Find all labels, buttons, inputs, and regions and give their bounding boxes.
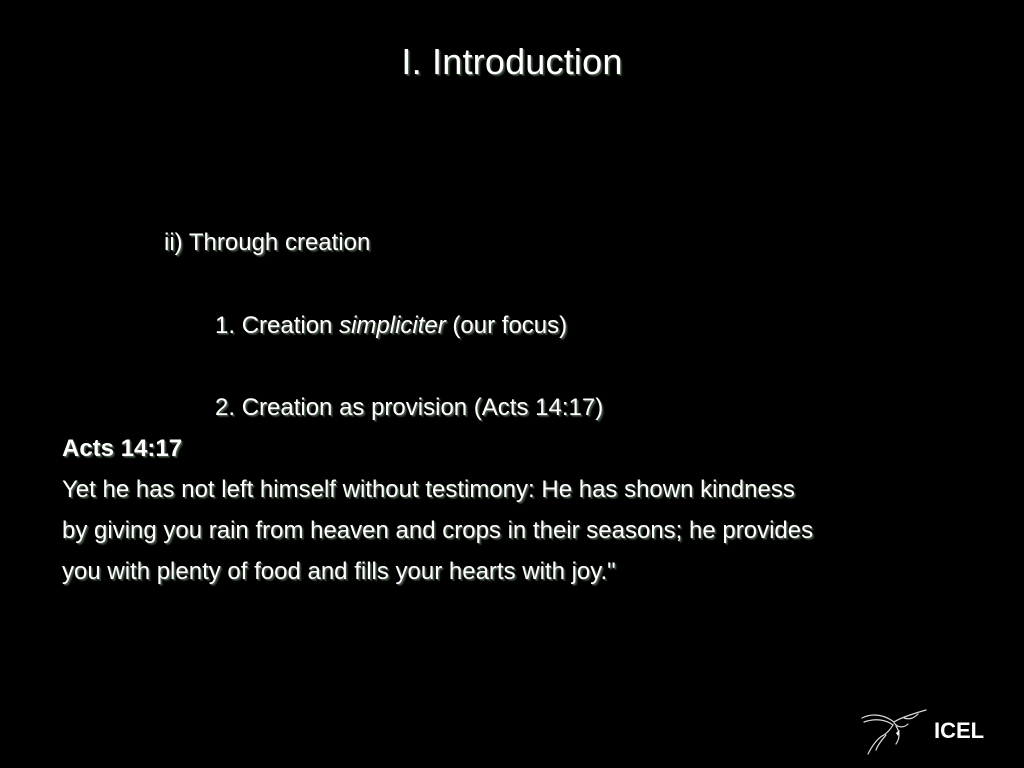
list-item-creation-as-provision (215, 393, 603, 423)
item-number: 1. (215, 312, 236, 339)
logo-text: ICEL (934, 718, 985, 743)
item-text: Creation as provision (Acts 14:17) (241, 394, 604, 421)
list-item-creation-simpliciter (215, 311, 567, 341)
verse-text-line: you with plenty of food and fills your hearts with joy." (62, 558, 616, 585)
subpoint-through-creation: ii) Through creation (164, 229, 371, 256)
item-emphasis: simpliciter (339, 312, 446, 339)
item-text-after: (our focus) (445, 312, 568, 339)
slide-title: I. Introduction (401, 41, 623, 82)
verse-reference: Acts 14:17 (62, 435, 183, 462)
dove-icon (860, 706, 930, 756)
verse-text-line: by giving you rain from heaven and crops in their seasons; he provides (62, 517, 814, 544)
item-text-before: Creation (241, 312, 340, 339)
item-number: 2. (215, 394, 236, 421)
icel-logo (860, 706, 1000, 756)
verse-text-line: Yet he has not left himself without testimony: He has shown kindness (62, 476, 795, 503)
